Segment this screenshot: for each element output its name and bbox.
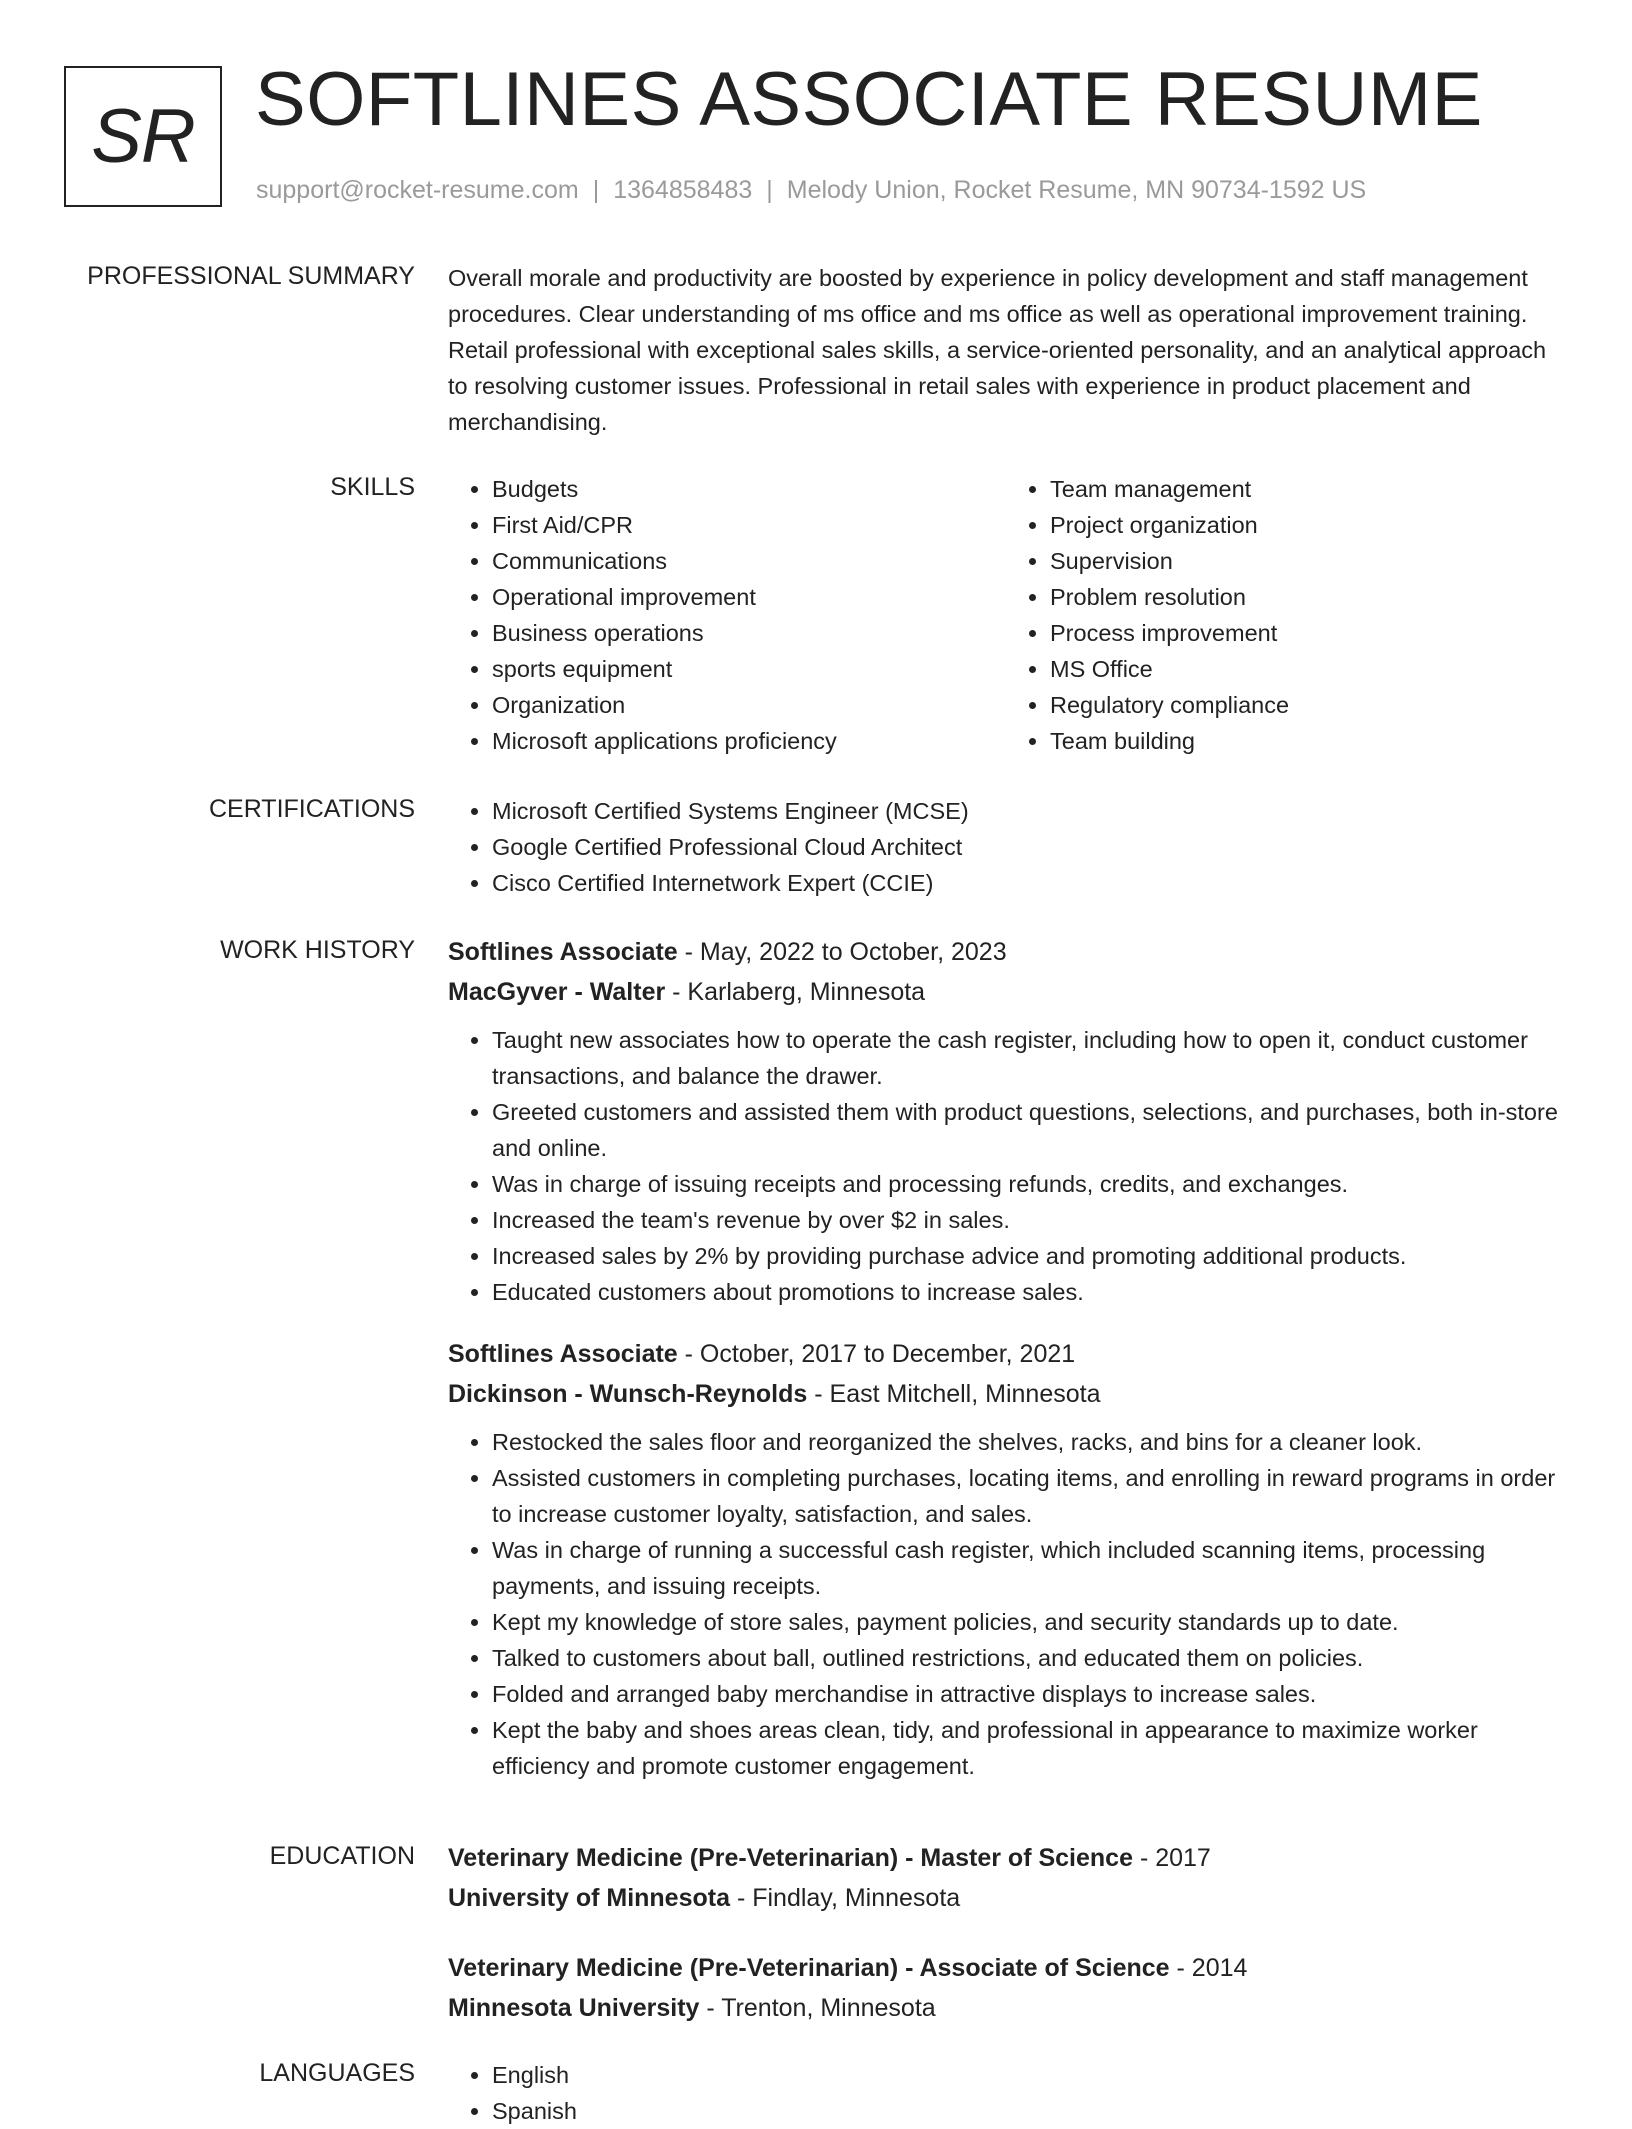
job-company: Dickinson - Wunsch-Reynolds [448,1380,808,1408]
summary-content [448,260,1564,440]
job-company: MacGyver - Walter [448,978,666,1006]
job-bullet: • Kept my knowledge of store sales, payment policies, and security standards up to date. [492,1604,1564,1640]
contact-email: support@rocket-resume.com [256,176,579,204]
job-bullet: • Was in charge of running a successful cash register, which included scanning items, processing payments, and issuing receipts. [492,1532,1564,1604]
language-item: • Spanish [492,2093,1564,2129]
job-entry [448,1334,1564,1784]
section-label-work: WORK HISTORY [220,936,415,964]
job-dates: - May, 2022 to October, 2023 [677,938,1007,966]
job-dates: - October, 2017 to December, 2021 [677,1340,1076,1368]
summary-text: Overall morale and productivity are boosted by experience in policy development and staff management procedures. Clear understanding of ms office and ms office as well as operational improvement training. Retail professional with exceptional sales skills, a service-oriented personality, and an analytical approach to resolving customer issues. Professional in retail sales with experience in product placement and merchandising. [448,265,1547,435]
education-year: - 2017 [1133,1844,1211,1872]
job-title: Softlines Associate [448,938,678,966]
education-school-line [448,1988,1564,2028]
job-entry [448,932,1564,1310]
education-degree: Veterinary Medicine (Pre-Veterinarian) - Master of Science [448,1844,1133,1872]
job-bullet: • Restocked the sales floor and reorganized the shelves, racks, and bins for a cleaner look. [492,1424,1564,1460]
section-label-summary: PROFESSIONAL SUMMARY [87,262,415,290]
languages-content [448,2057,1564,2129]
skill-item: • First Aid/CPR [492,507,1006,543]
skill-item: • Operational improvement [492,579,1006,615]
education-entry [448,1948,1564,2028]
section-label-languages: LANGUAGES [259,2059,415,2087]
job-location: - Karlaberg, Minnesota [665,978,926,1006]
skill-item: • Regulatory compliance [1050,687,1564,723]
job-bullet: • Increased the team's revenue by over $2 in sales. [492,1202,1564,1238]
skill-item: • Project organization [1050,507,1564,543]
skill-item: • Team management [1050,471,1564,507]
job-company-line [448,1374,1564,1414]
job-bullets [448,1424,1564,1784]
languages-list [448,2057,1564,2129]
job-bullet: • Increased sales by 2% by providing purchase advice and promoting additional products. [492,1238,1564,1274]
education-degree: Veterinary Medicine (Pre-Veterinarian) - Associate of Science [448,1954,1170,1982]
language-item: • English [492,2057,1564,2093]
contact-separator: | [592,176,600,204]
education-entry [448,1838,1564,1918]
job-bullet: • Folded and arranged baby merchandise in attractive displays to increase sales. [492,1676,1564,1712]
skill-item: • Communications [492,543,1006,579]
section-label-education: EDUCATION [269,1842,415,1870]
skill-item: • Organization [492,687,1006,723]
contact-phone: 1364858483 [613,176,753,204]
education-degree-line [448,1838,1564,1878]
job-bullet: • Talked to customers about ball, outlined restrictions, and educated them on policies. [492,1640,1564,1676]
job-title-line [448,1334,1564,1374]
contact-address: Melody Union, Rocket Resume, MN 90734-1592 US [786,176,1367,204]
skill-item: • Team building [1050,723,1564,759]
contact-separator: | [766,176,773,204]
job-bullets [448,1022,1564,1310]
skills-content [448,471,1564,759]
job-bullet: • Assisted customers in completing purchases, locating items, and enrolling in reward programs in order to increase customer loyalty, satisfaction, and sales. [492,1460,1564,1532]
education-degree-line [448,1948,1564,1988]
skills-list-right [1006,471,1564,759]
section-label-certifications: CERTIFICATIONS [208,795,415,823]
job-location: - East Mitchell, Minnesota [807,1380,1101,1408]
skill-item: • MS Office [1050,651,1564,687]
certification-item: • Cisco Certified Internetwork Expert (CCIE) [492,865,1564,901]
job-title-line [448,932,1564,972]
job-company-line [448,972,1564,1012]
job-bullet: • Kept the baby and shoes areas clean, tidy, and professional in appearance to maximize worker efficiency and promote customer engagement. [492,1712,1564,1784]
skills-list-left [448,471,1006,759]
job-title: Softlines Associate [448,1340,678,1368]
skill-item: • Business operations [492,615,1006,651]
education-school-line [448,1878,1564,1918]
skill-item: • Supervision [1050,543,1564,579]
monogram-logo: SR [64,66,222,207]
education-location: - Trenton, Minnesota [699,1994,936,2022]
certifications-content [448,793,1564,901]
work-content [448,932,1564,1808]
skill-item: • Microsoft applications proficiency [492,723,1006,759]
skill-item: • sports equipment [492,651,1006,687]
certifications-list [448,793,1564,901]
education-school: University of Minnesota [448,1884,730,1912]
education-year: - 2014 [1169,1954,1248,1982]
skill-item: • Problem resolution [1050,579,1564,615]
job-bullet: • Taught new associates how to operate the cash register, including how to open it, conduct customer transactions, and balance the drawer. [492,1022,1564,1094]
contact-line [256,176,1366,205]
page-title: SOFTLINES ASSOCIATE RESUME [255,57,1483,142]
education-content [448,1838,1564,2058]
certification-item: • Microsoft Certified Systems Engineer (MCSE) [492,793,1564,829]
education-school: Minnesota University [448,1994,700,2022]
job-bullet: • Greeted customers and assisted them with product questions, selections, and purchases, both in-store and online. [492,1094,1564,1166]
certification-item: • Google Certified Professional Cloud Architect [492,829,1564,865]
skill-item: • Budgets [492,471,1006,507]
education-location: - Findlay, Minnesota [730,1884,961,1912]
skill-item: • Process improvement [1050,615,1564,651]
job-bullet: • Educated customers about promotions to increase sales. [492,1274,1564,1310]
section-label-skills: SKILLS [330,473,415,501]
job-bullet: • Was in charge of issuing receipts and processing refunds, credits, and exchanges. [492,1166,1564,1202]
